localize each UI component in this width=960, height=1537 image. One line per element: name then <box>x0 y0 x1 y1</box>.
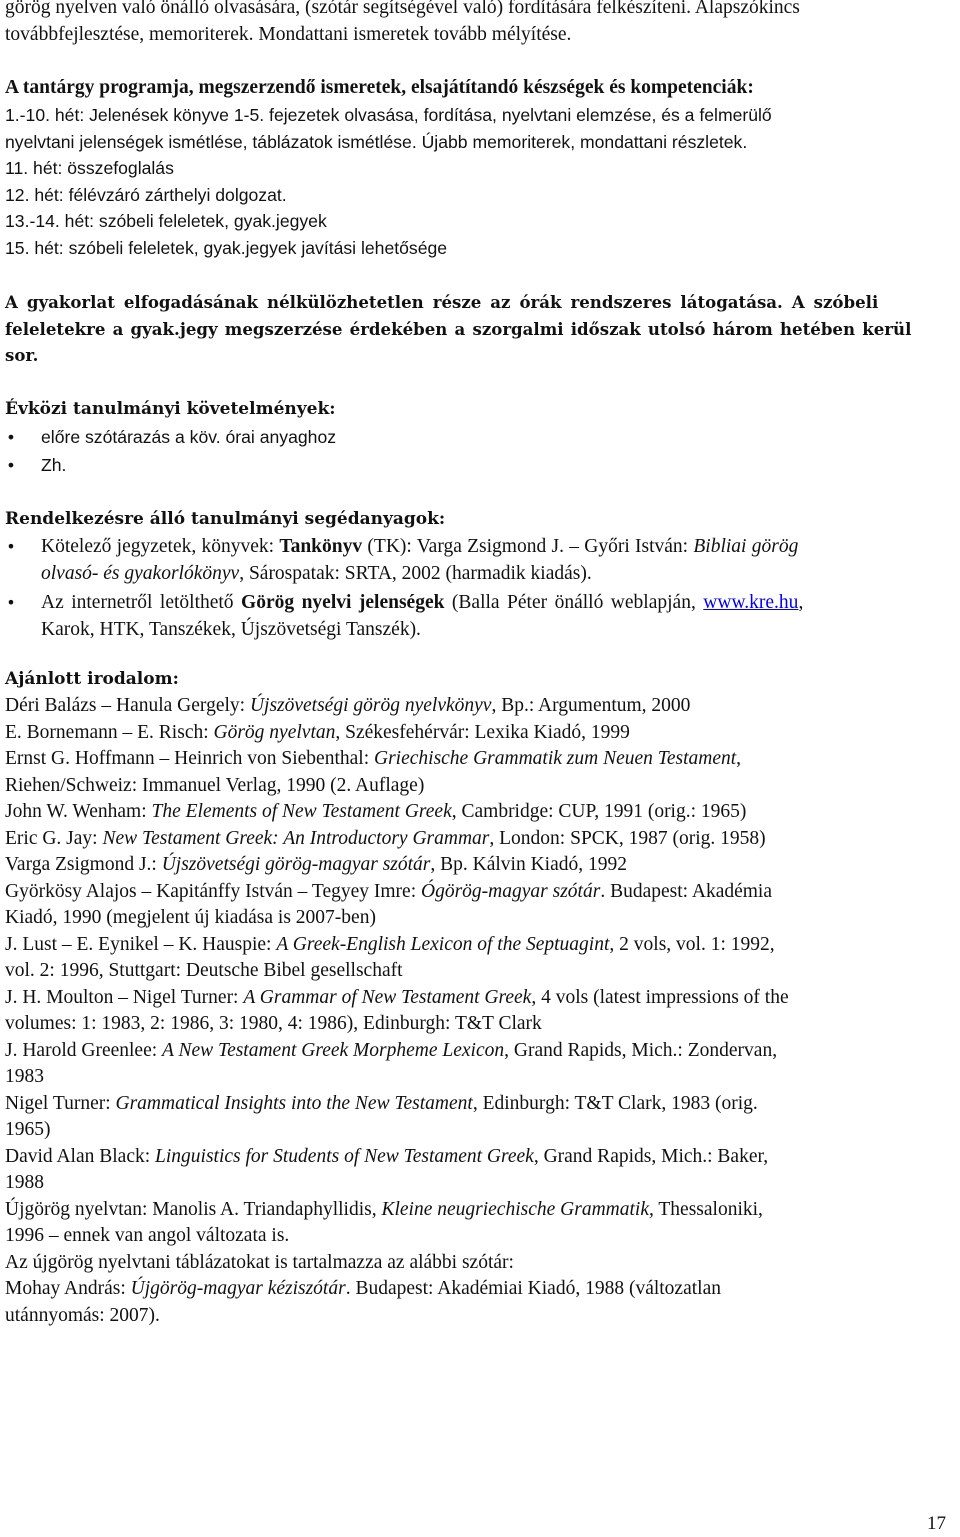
literature-text: , Bp.: Argumentum, 2000 <box>491 695 691 716</box>
material-line: Karok, HTK, Tanszékek, Újszövetségi Tanszék). <box>41 619 421 640</box>
requirements-heading: Évközi tanulmányi követelmények: <box>5 399 336 419</box>
requirement-text: előre szótárazás a köv. órai anyaghoz <box>41 427 337 447</box>
literature-line <box>5 1064 953 1091</box>
attendance-line: feleletekre a gyak.jegy megszerzése érdekében a szorgalmi időszak utolsó három hetében kerül <box>5 318 912 339</box>
literature-line <box>5 693 953 720</box>
literature-line <box>5 1303 953 1330</box>
literature-title: Újszövetségi görög-magyar szótár <box>161 854 431 875</box>
intro-paragraph <box>5 0 953 48</box>
literature-line <box>5 773 953 800</box>
literature-text: Az újgörög nyelvtani táblázatokat is tartalmazza az alábbi szótár: <box>5 1251 514 1273</box>
literature-title: The Elements of New Testament Greek <box>151 801 452 822</box>
materials-list <box>5 533 953 643</box>
literature-text: , <box>736 748 742 769</box>
material-title: olvasó- és gyakorlókönyv <box>41 563 240 584</box>
material-text: (Balla Péter önálló weblapján, <box>444 592 704 613</box>
literature-text: vol. 2: 1996, Stuttgart: Deutsche Bibel gesellschaft <box>5 960 403 981</box>
literature-section <box>5 666 953 1329</box>
literature-line <box>5 1144 953 1171</box>
literature-text: Riehen/Schweiz: Immanuel Verlag, 1990 (2. Auflage) <box>5 774 425 796</box>
literature-text: . Budapest: Akadémia <box>600 880 773 902</box>
literature-line <box>5 1276 953 1303</box>
literature-text: , Grand Rapids, Mich.: Baker, <box>533 1145 769 1167</box>
literature-title: Kleine neugriechische Grammatik, <box>381 1198 654 1220</box>
requirements-list <box>5 423 953 479</box>
literature-line <box>5 1170 953 1197</box>
literature-text: , Cambridge: CUP, 1991 (orig.: 1965) <box>451 801 747 822</box>
bullet-icon: • <box>7 455 15 475</box>
literature-line <box>5 720 953 747</box>
list-item <box>5 451 953 479</box>
literature-line <box>5 1223 953 1250</box>
program-heading: A tantárgy programja, megszerzendő ismeretek, elsajátítandó készségek és kompetenciák: <box>5 77 754 98</box>
literature-line <box>5 746 953 773</box>
literature-text: E. Bornemann – E. Risch: <box>5 721 214 743</box>
literature-list <box>5 693 953 1329</box>
literature-text: Újgörög nyelvtan: Manolis A. Triandaphyllidis, <box>5 1198 382 1220</box>
attendance-line: sor. <box>5 345 39 365</box>
literature-title: A Greek-English Lexicon of the Septuagint <box>276 933 610 955</box>
literature-text: Györkösy Alajos – Kapitánffy István – Tegyey Imre: <box>5 880 422 902</box>
literature-text: , Bp. Kálvin Kiadó, 1992 <box>430 854 627 875</box>
literature-line <box>5 1091 953 1118</box>
literature-title: Újgörög-magyar kéziszótár <box>130 1278 346 1299</box>
literature-line <box>5 852 953 879</box>
material-text: , <box>798 592 804 613</box>
literature-text: 1983 <box>5 1066 44 1087</box>
literature-text: , London: SPCK, 1987 (orig. 1958) <box>489 827 766 849</box>
material-text: Az internetről letölthető <box>41 592 242 613</box>
material-bold: Tankönyv <box>279 536 363 557</box>
literature-title: Grammatical Insights into the New Testament <box>115 1092 473 1114</box>
literature-text: J. Lust – E. Eynikel – K. Hauspie: <box>5 933 277 955</box>
material-text: (TK): Varga Zsigmond J. – Győri István: <box>362 536 694 557</box>
literature-text: David Alan Black: <box>5 1145 156 1167</box>
literature-heading: Ajánlott irodalom: <box>5 669 179 689</box>
material-text: Kötelező jegyzetek, könyvek: <box>41 536 280 557</box>
material-line <box>41 560 953 587</box>
bullet-icon: • <box>6 537 16 556</box>
attendance-paragraph <box>5 289 953 369</box>
literature-title: New Testament Greek: An Introductory Grammar <box>102 827 490 849</box>
literature-text: Nigel Turner: <box>5 1092 116 1114</box>
schedule-line: 13.-14. hét: szóbeli feleletek, gyak.jegyek <box>5 211 327 231</box>
list-item <box>5 589 953 643</box>
materials-section <box>5 505 953 643</box>
literature-text: , Székesfehérvár: Lexika Kiadó, 1999 <box>335 721 630 743</box>
bullet-icon: • <box>7 427 15 447</box>
literature-text: Ernst G. Hoffmann – Heinrich von Siebenthal: <box>5 748 374 769</box>
schedule-line: 11. hét: összefoglalás <box>5 158 174 178</box>
literature-text: Déri Balázs – Hanula Gergely: <box>5 695 250 716</box>
literature-text: Kiadó, 1990 (megjelent új kiadása is 2007-ben) <box>5 907 376 928</box>
material-line <box>41 589 953 616</box>
literature-text: J. H. Moulton – Nigel Turner: <box>5 986 244 1008</box>
literature-line <box>5 1038 953 1065</box>
schedule-block <box>5 102 953 261</box>
literature-title: A Grammar of New Testament Greek <box>243 986 532 1008</box>
requirement-text: Zh. <box>41 455 67 475</box>
literature-line <box>5 932 953 959</box>
schedule-line: 12. hét: félévzáró zárthelyi dolgozat. <box>5 184 287 205</box>
materials-heading: Rendelkezésre álló tanulmányi segédanyagok: <box>5 509 446 529</box>
literature-text: 1965) <box>5 1119 51 1140</box>
literature-title: Újszövetségi görög nyelvkönyv <box>249 695 492 716</box>
literature-line <box>5 985 953 1012</box>
literature-line <box>5 799 953 826</box>
literature-text: 1996 – ennek van angol változata is. <box>5 1225 290 1246</box>
literature-line <box>5 1117 953 1144</box>
literature-title: Linguistics for Students of New Testament Greek <box>155 1145 534 1167</box>
literature-line <box>5 879 953 906</box>
literature-text: J. Harold Greenlee: <box>5 1039 163 1061</box>
literature-line <box>5 1250 953 1277</box>
bullet-icon: • <box>6 593 16 612</box>
literature-text: Mohay András: <box>5 1278 131 1299</box>
website-link[interactable]: www.kre.hu <box>703 592 799 613</box>
list-item <box>5 423 953 451</box>
literature-text: . Budapest: Akadémiai Kiadó, 1988 (változatlan <box>345 1278 721 1299</box>
schedule-line: 15. hét: szóbeli feleletek, gyak.jegyek javítási lehetősége <box>5 237 448 258</box>
literature-line <box>5 1011 953 1038</box>
material-text: , Sárospatak: SRTA, 2002 (harmadik kiadás). <box>239 563 592 584</box>
page-number: 17 <box>927 1513 946 1534</box>
literature-line <box>5 905 953 932</box>
literature-line <box>5 958 953 985</box>
literature-text: , Edinburgh: T&T Clark, 1983 (orig. <box>472 1092 758 1114</box>
literature-text: 1988 <box>5 1172 44 1193</box>
literature-line <box>5 1197 953 1224</box>
attendance-line: A gyakorlat elfogadásának nélkülözhetetlen része az órák rendszeres látogatása. A szóbeli <box>5 292 879 312</box>
literature-line <box>5 826 953 853</box>
intro-line: görög nyelven való önálló olvasására, (szótár segítségével való) fordítására felkészíteni. Alapszókincs <box>5 0 800 18</box>
literature-text: volumes: 1: 1983, 2: 1986, 3: 1980, 4: 1986), Edinburgh: T&T Clark <box>5 1013 542 1034</box>
literature-title: A New Testament Greek Morpheme Lexicon <box>162 1039 505 1061</box>
literature-title: Griechische Grammatik zum Neuen Testament <box>374 748 737 769</box>
literature-text: , Grand Rapids, Mich.: Zondervan, <box>504 1039 778 1061</box>
material-bold: Görög nyelvi jelenségek <box>241 592 445 613</box>
list-item <box>5 533 953 587</box>
requirements-section <box>5 395 953 479</box>
literature-text: Varga Zsigmond J.: <box>5 854 162 875</box>
literature-text: Thessaloniki, <box>653 1198 763 1220</box>
literature-text: , 4 vols (latest impressions of the <box>531 986 789 1008</box>
literature-title: Ógörög-magyar szótár <box>421 880 601 902</box>
schedule-line: 1.-10. hét: Jelenések könyve 1-5. fejezetek olvasása, fordítása, nyelvtani elemzése, és a felmerülő <box>5 105 772 125</box>
literature-title: Görög nyelvtan <box>213 721 336 743</box>
literature-text: utánnyomás: 2007). <box>5 1304 160 1326</box>
material-line <box>41 533 953 560</box>
literature-text: John W. Wenham: <box>5 801 152 822</box>
material-title: Bibliai görög <box>693 536 799 557</box>
intro-line: továbbfejlesztése, memoriterek. Mondattani ismeretek tovább mélyítése. <box>5 24 572 45</box>
literature-text: Eric G. Jay: <box>5 827 103 849</box>
literature-text: , 2 vols, vol. 1: 1992, <box>609 933 775 955</box>
schedule-line: nyelvtani jelenségek ismétlése, táblázatok ismétlése. Újabb memoriterek, mondattani részletek. <box>5 131 748 152</box>
